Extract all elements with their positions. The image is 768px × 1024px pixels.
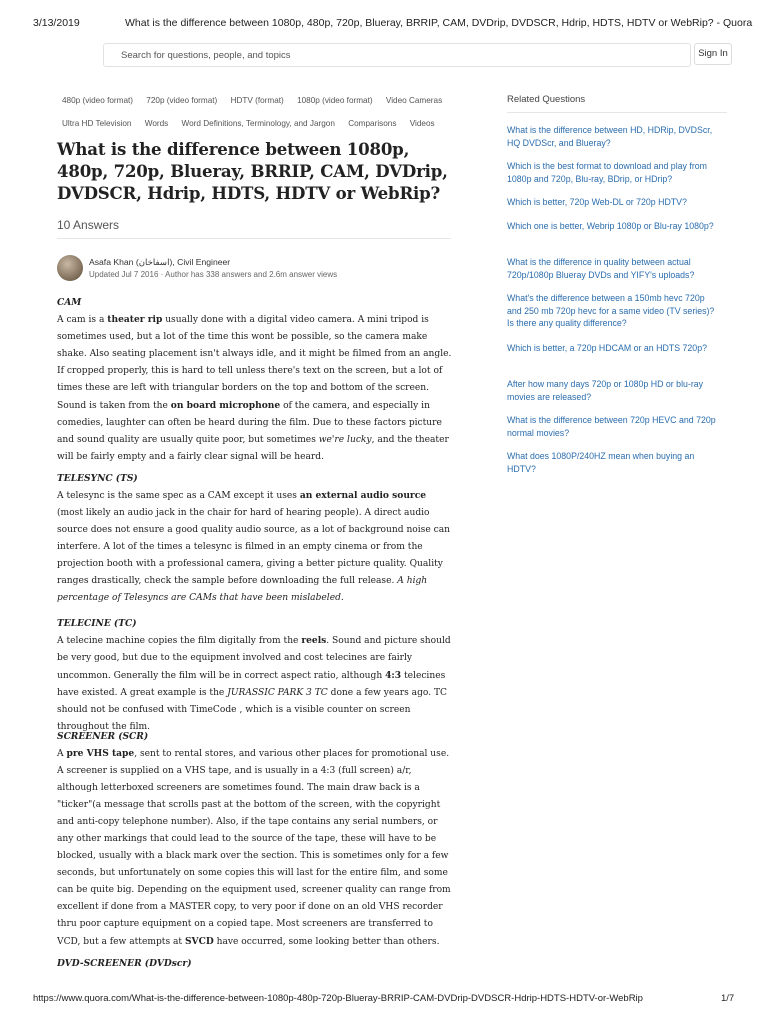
section-heading: CAM [57,297,82,308]
bold-text: reels [301,635,327,646]
section-telesync [57,470,452,607]
paragraph [57,745,452,951]
author-name[interactable]: Asafa Khan (اسفاخان), Civil Engineer [89,257,231,267]
italic-text: we're lucky [318,435,372,445]
bold-text: theater rip [107,314,163,325]
text: done a few years ago. TC should not be confused with TimeCode , which is a visible counter on screen throughout the film. [57,688,448,732]
print-header [0,0,768,36]
page-number: 1/7 [721,993,735,1004]
answers-count: 10 Answers [57,218,120,232]
search-placeholder: Search for questions, people, and topics [121,50,291,61]
search-input[interactable] [103,43,691,67]
topic-tag[interactable]: Ultra HD Television [62,119,132,128]
related-question-link[interactable]: Which is the best format to download and play from 1080p and 720p, Blu-ray, BDrip, or HDrip? [507,161,707,184]
related-question-link[interactable]: What is the difference between 720p HEVC and 720p normal movies? [507,415,716,438]
sign-in-button[interactable]: Sign In [694,43,732,65]
text: of the camera, and especially in comedies, laughter can often be heard during the film. Due to these factors picture and sound quality are usually quite poor, but sometimes [57,401,442,445]
topic-row [62,96,453,105]
bold-text: SVCD [184,936,214,947]
section-telecine [57,615,452,736]
bold-text: pre VHS tape [66,748,135,759]
related-question-link[interactable]: What is the difference between HD, HDRip, DVDScr, HQ DVDScr, and Blueray? [507,125,713,148]
related-question-link[interactable]: Which is better, a 720p HDCAM or an HDTS 720p? [507,343,707,353]
text: A [57,749,67,759]
related-question-link[interactable]: Which one is better, Webrip 1080p or Blu-ray 1080p? [507,221,714,231]
topic-tag[interactable]: 1080p (video format) [297,96,373,105]
topic-tag[interactable]: Video Cameras [385,96,443,105]
bold-text: on board microphone [170,400,281,411]
topic-tag[interactable]: 480p (video format) [62,96,133,105]
topic-tag[interactable]: Words [144,119,169,128]
related-question-link[interactable]: After how many days 720p or 1080p HD or blu-ray movies are released? [507,379,704,402]
related-heading: Related Questions [507,94,586,105]
avatar[interactable] [57,255,83,281]
bold-text: an external audio source [299,490,427,501]
print-date: 3/13/2019 [33,17,80,29]
section-heading: TELECINE (TC) [57,618,137,629]
text: , and the theater will be fairly empty and a fairly clear signal will be heard. [57,435,449,462]
related-question-link[interactable]: What is the difference in quality between actual 720p/1080p Blueray DVDs and YIFY's uploads? [507,257,695,280]
section-cam [57,294,452,466]
topic-tag[interactable]: HDTV (format) [230,96,284,105]
related-question-link[interactable]: What does 1080P/240HZ mean when buying an HDTV? [507,451,695,474]
section-heading: DVD-SCREENER (DVDscr) [57,958,192,969]
paragraph [57,311,452,466]
divider [507,112,727,113]
related-question-link[interactable]: What's the difference between a 150mb hevc 720p and 250 mb 720p hevc for a same video (TV series)? Is there any quality difference? [507,293,715,328]
topic-tag[interactable]: Videos [409,119,435,128]
text: A telecine machine copies the film digitally from the [57,636,302,646]
paragraph [57,487,452,607]
topic-row [62,119,446,128]
text: A cam is a [57,315,108,325]
text: A telesync is the same spec as a CAM except it uses [57,491,300,501]
text: . Sound and picture should be very good, but due to the equipment involved and cost telecines are fairly uncommon. Generally the film will be in correct aspect ratio, although [57,636,451,681]
topic-tag[interactable]: 720p (video format) [146,96,218,105]
print-title: What is the difference between 1080p, 480p, 720p, Blueray, BRRIP, CAM, DVDrip, DVDSCR, Hdrip, HDTS, HDTV or WebRip? - Quora [125,17,753,29]
answer-meta: Updated Jul 7 2016 · Author has 338 answers and 2.6m answer views [89,270,338,279]
topic-tag[interactable]: Word Definitions, Terminology, and Jargon [181,119,335,128]
divider [57,238,451,239]
section-screener [57,728,452,951]
italic-text: JURASSIC PARK 3 TC [227,688,328,698]
related-questions [507,94,727,474]
question-title: What is the difference between 1080p, 480p, 720p, Blueray, BRRIP, CAM, DVDrip, DVDSCR, Hdrip, HDTS, HDTV or WebRip? [57,139,448,203]
text: have occurred, some looking better than others. [213,937,440,947]
text: usually done with a digital video camera. A mini tripod is sometimes used, but a lot of the time this wont be possible, so the camera make shake. Also seating placement isn't always idle, and it might be filmed from an angle. If cropped properly, this is hard to tell unless there's text on the screen, but a lot of times these are left with triangular borders on the top and bottom of the screen. Sound is taken from the [57,315,452,411]
text: telecines have existed. A great example is the [57,671,446,698]
print-url: https://www.quora.com/What-is-the-difference-between-1080p-480p-720p-Blueray-BRRIP-CAM-DVDrip-DVDSCR-Hdrip-HDTS-HDTV-or-WebRip [33,993,643,1004]
section-heading: SCREENER (SCR) [57,731,149,742]
section-heading: TELESYNC (TS) [57,473,138,484]
bold-text: 4:3 [385,670,402,681]
text: (most likely an audio jack in the chair for hard of hearing people). A direct audio source does not ensure a good quality audio source, as a lot of background noise can interfere. A lot of the times a telesync is filmed in an empty cinema or from the projection booth with a professional camera, giving a better picture quality. Quality ranges drastically, check the sample before downloading the full release. [57,508,450,586]
italic-text: A high percentage of Telesyncs are CAMs that have been mislabeled. [57,576,428,603]
topic-tag[interactable]: Comparisons [348,119,397,128]
related-question-link[interactable]: Which is better, 720p Web-DL or 720p HDTV? [507,197,687,207]
paragraph [57,632,452,736]
text: , sent to rental stores, and various other places for promotional use. A screener is supplied on a VHS tape, and is usually in a 4:3 (full screen) a/r, although letterboxed screeners are sometimes found. The main draw back is a "ticker"(a message that scrolls past at the bottom of the screen, with the copyright and anti-copy telephone number). Also, if the tape contains any serial numbers, or any other markings that could lead to the source of the tape, these will have to be blocked, usually with a black mark over the section. This is sometimes only for a few seconds, but unfortunately on some copies this will last for the entire film, and some can be quite big. Depending on the equipment used, screener quality can range from excellent if done from a MASTER copy, to very poor if done on an old VHS recorder thru poor capture equipment on a copied tape. Most screeners are transferred to VCD, but a few attempts at [57,749,451,947]
section-dvd-screener [57,955,452,972]
